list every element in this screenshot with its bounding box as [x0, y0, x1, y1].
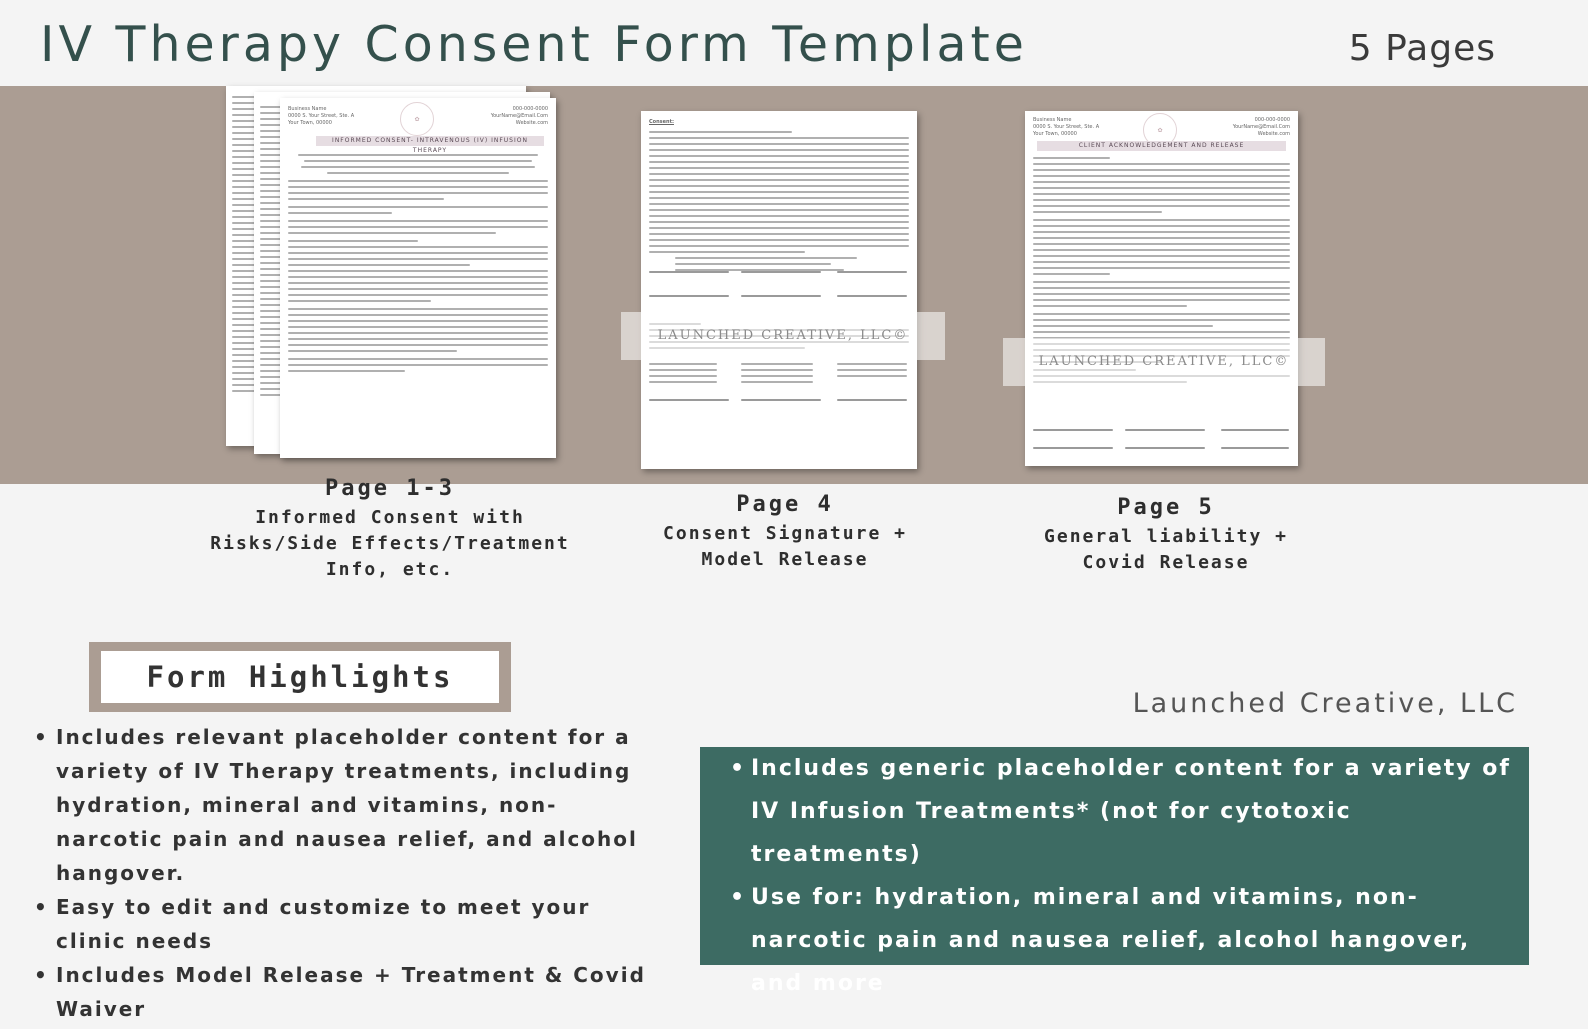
list-item: • Includes relevant placeholder content for a variety of IV Therapy treatments, including hydration, mineral and vitamins, non-narcotic pain and nausea relief, and alcohol hangover. — [34, 720, 654, 890]
list-item: • Easy to edit and customize to meet your clinic needs — [34, 890, 654, 958]
list-item: • Use for: hydration, mineral and vitamins, non-narcotic pain and nausea relief, alcohol hangover, and more — [730, 876, 1511, 1005]
caption-title: Page 4 — [736, 492, 834, 517]
pages-count: 5 Pages — [1348, 28, 1496, 69]
logo-icon: ✿ — [1143, 113, 1177, 147]
highlights-heading-frame — [89, 642, 511, 712]
doc2-heading: Consent: — [649, 119, 674, 125]
watermark: LAUNCHED CREATIVE, LLC© — [1003, 338, 1325, 386]
logo-icon: ✿ — [400, 102, 434, 136]
caption-desc: Consent Signature + Model Release — [663, 523, 907, 570]
list-item: • Includes generic placeholder content for a variety of IV Infusion Treatments* (not for cytotoxic treatments) — [730, 747, 1511, 876]
right-highlights-box — [700, 747, 1529, 996]
caption-desc: General liability + Covid Release — [1044, 526, 1288, 573]
list-item: • Includes Model Release + Treatment & Covid Waiver — [34, 958, 654, 1026]
doc-page-5: Business Name 0000 S. Your Street, Ste. A Your Town, 00000 ✿ 000-000-0000 YourName@Email.Com Website.com CLIENT ACKNOWLEDGEMENT AND RELEASE — [1025, 111, 1298, 466]
watermark: LAUNCHED CREATIVE, LLC© — [621, 312, 945, 360]
caption-page-1-3 — [210, 476, 570, 583]
caption-desc: Informed Consent with Risks/Side Effects/Treatment Info, etc. — [210, 507, 570, 580]
brand-name: Launched Creative, LLC — [1132, 688, 1518, 719]
caption-title: Page 5 — [1117, 495, 1215, 520]
left-highlights-list — [34, 720, 654, 1026]
doc-page-1: Business Name 0000 S. Your Street, Ste. A Your Town, 00000 ✿ 000-000-0000 YourName@Email.Com Website.com INFORMED CONSENT- INTRAVENOUS (IV) INFUSION THERAPY — [280, 98, 556, 458]
doc3-heading: CLIENT ACKNOWLEDGEMENT AND RELEASE — [1037, 141, 1286, 151]
doc-page-4 — [641, 111, 917, 469]
caption-page-5 — [1010, 495, 1322, 576]
doc1-heading: INFORMED CONSENT- INTRAVENOUS (IV) INFUSION THERAPY — [316, 136, 544, 146]
caption-page-4 — [640, 492, 930, 573]
caption-title: Page 1-3 — [325, 476, 455, 501]
page-title: IV Therapy Consent Form Template — [40, 16, 1028, 73]
highlights-heading: Form Highlights — [101, 651, 499, 703]
preview-band — [0, 86, 1588, 484]
